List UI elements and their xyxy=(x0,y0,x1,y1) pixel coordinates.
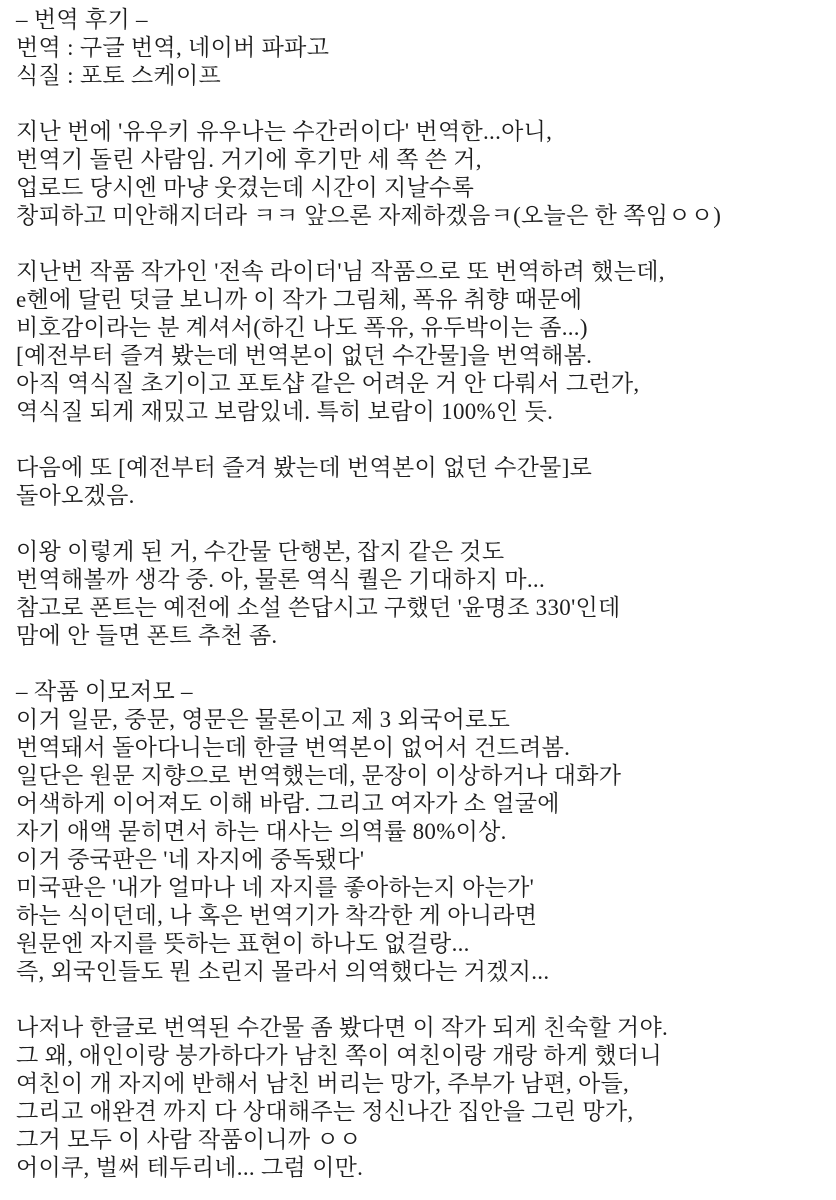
text-line: 아직 역식질 초기이고 포토샵 같은 어려운 거 안 다뤄서 그런가, xyxy=(16,371,640,396)
text-line: 이왕 이렇게 된 거, 수간물 단행본, 잡지 같은 것도 xyxy=(16,539,505,564)
text-line: 그 왜, 애인이랑 붕가하다가 남친 쪽이 여친이랑 개랑 하게 했더니 xyxy=(16,1043,662,1068)
text-line: 번역기 돌린 사람임. 거기에 후기만 세 쪽 쓴 거, xyxy=(16,147,482,172)
text-line: 이거 일문, 중문, 영문은 물론이고 제 3 외국어로도 xyxy=(16,707,511,732)
blank-line xyxy=(16,90,822,118)
text-line: 자기 애액 묻히면서 하는 대사는 의역률 80%이상. xyxy=(16,819,507,844)
text-line: 어이쿠, 벌써 테두리네... 그럼 이만. xyxy=(16,1155,364,1180)
text-line: 비호감이라는 분 계셔서(하긴 나도 폭유, 유두박이는 좀...) xyxy=(16,315,588,340)
text-line: 이거 중국판은 '네 자지에 중독됐다' xyxy=(16,847,365,872)
blank-line xyxy=(16,426,822,454)
text-line: 번역돼서 돌아다니는데 한글 번역본이 없어서 건드려봄. xyxy=(16,735,571,760)
section-title-work-notes: – 작품 이모저모 – xyxy=(16,679,193,704)
text-line: 식질 : 포토 스케이프 xyxy=(16,63,221,88)
text-line: 다음에 또 [예전부터 즐겨 봤는데 번역본이 없던 수간물]로 xyxy=(16,455,593,480)
text-line: 미국판은 '내가 얼마나 네 자지를 좋아하는지 아는가' xyxy=(16,875,535,900)
text-line: 번역 : 구글 번역, 네이버 파파고 xyxy=(16,35,330,60)
blank-line xyxy=(16,230,822,258)
text-line: 여친이 개 자지에 반해서 남친 버리는 망가, 주부가 남편, 아들, xyxy=(16,1071,630,1096)
text-line: 역식질 되게 재밌고 보람있네. 특히 보람이 100%인 듯. xyxy=(16,399,554,424)
blank-line xyxy=(16,650,822,678)
blank-line xyxy=(16,510,822,538)
text-line: 번역해볼까 생각 중. 아, 물론 역식 퀄은 기대하지 마... xyxy=(16,567,546,592)
text-line: 어색하게 이어져도 이해 바람. 그리고 여자가 소 얼굴에 xyxy=(16,791,560,816)
blank-line xyxy=(16,986,822,1014)
text-line: 나저나 한글로 번역된 수간물 좀 봤다면 이 작가 되게 친숙할 거야. xyxy=(16,1015,669,1040)
text-line: 맘에 안 들면 폰트 추천 좀. xyxy=(16,623,278,648)
text-line: 지난 번에 '유우키 유우나는 수간러이다' 번역한...아니, xyxy=(16,119,553,144)
text-line: 돌아오겠음. xyxy=(16,483,135,508)
section-title-translation-review: – 번역 후기 – xyxy=(16,7,148,32)
text-line: [예전부터 즐겨 봤는데 번역본이 없던 수간물]을 번역해봄. xyxy=(16,343,593,368)
text-line: 업로드 당시엔 마냥 웃겼는데 시간이 지날수록 xyxy=(16,175,475,200)
text-line: 참고로 폰트는 예전에 소설 쓴답시고 구했던 '윤명조 330'인데 xyxy=(16,595,621,620)
text-line: e헨에 달린 덧글 보니까 이 작가 그림체, 폭유 취향 때문에 xyxy=(16,287,583,312)
text-line: 그리고 애완견 까지 다 상대해주는 정신나간 집안을 그린 망가, xyxy=(16,1099,634,1124)
text-line: 일단은 원문 지향으로 번역했는데, 문장이 이상하거나 대화가 xyxy=(16,763,622,788)
text-line: 하는 식이던데, 나 혹은 번역기가 착각한 게 아니라면 xyxy=(16,903,538,928)
text-line: 원문엔 자지를 뜻하는 표현이 하나도 없걸랑... xyxy=(16,931,470,956)
text-line: 창피하고 미안해지더라 ㅋㅋ 앞으론 자제하겠음ㅋ(오늘은 한 쪽임ㅇㅇ) xyxy=(16,203,722,228)
text-line: 지난번 작품 작가인 '전속 라이더'님 작품으로 또 번역하려 했는데, xyxy=(16,259,665,284)
text-line: 그거 모두 이 사람 작품이니까 ㅇㅇ xyxy=(16,1127,362,1152)
text-line: 즉, 외국인들도 뭔 소린지 몰라서 의역했다는 거겠지... xyxy=(16,959,550,984)
